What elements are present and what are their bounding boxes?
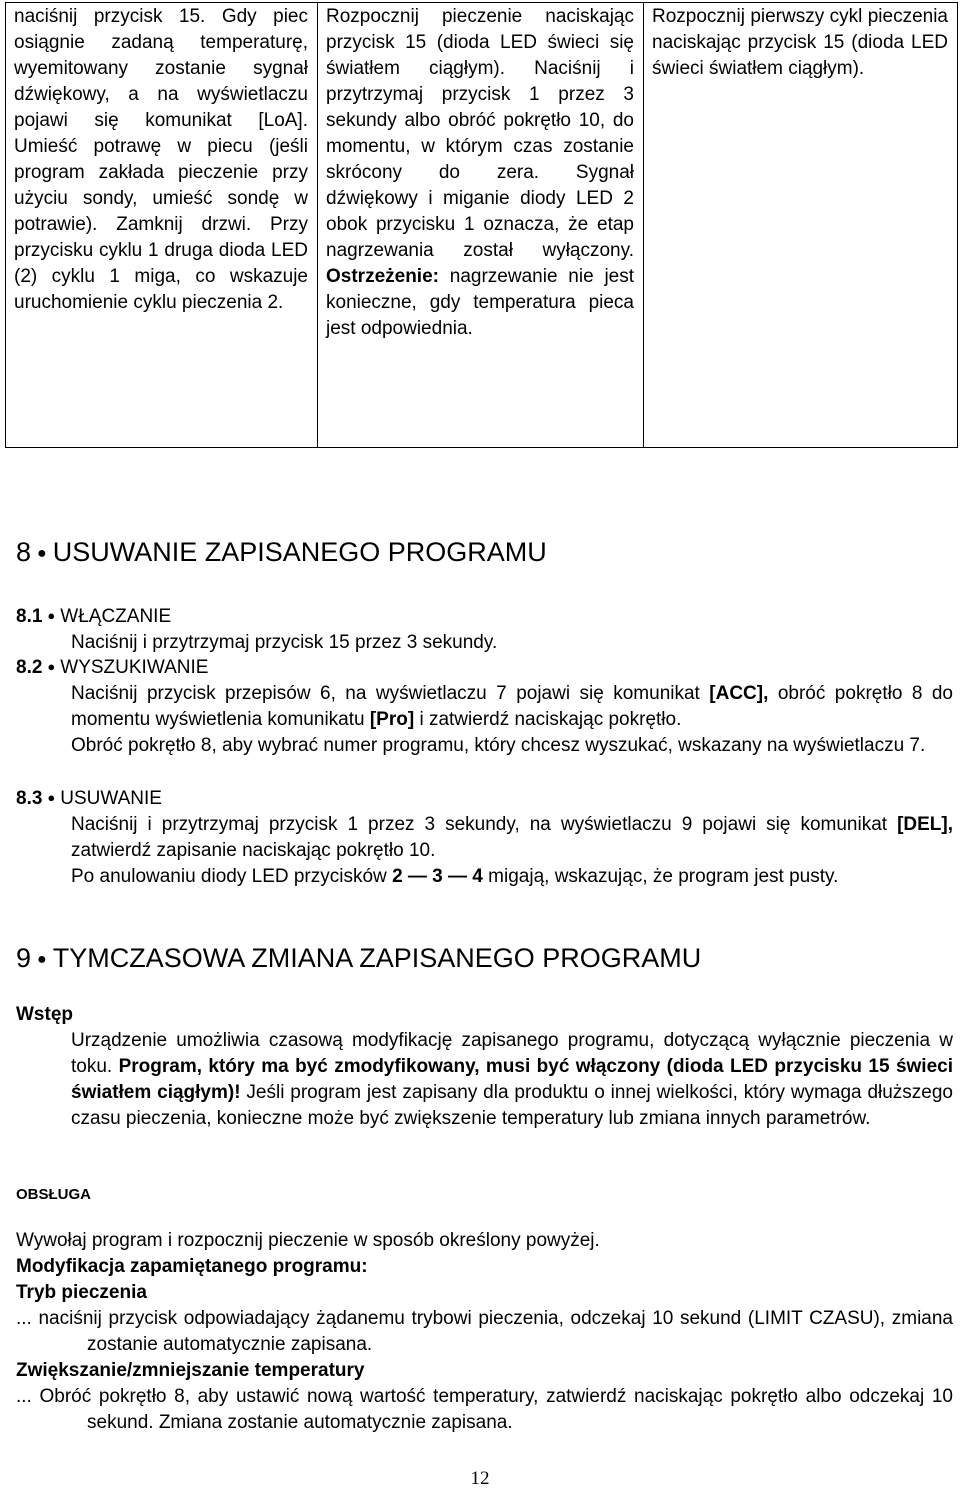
bullet-icon: ● xyxy=(47,608,56,623)
intro-label: Wstęp xyxy=(16,1004,73,1025)
text-run: Po anulowaniu diody LED przycisków xyxy=(71,866,393,887)
table-cell-2 xyxy=(318,3,644,448)
section-8-1-text xyxy=(71,630,953,656)
text-run: zatwierdź zapisanie naciskając pokrętło 10. xyxy=(71,840,436,861)
section-9-title: TYMCZASOWA ZMIANA ZAPISANEGO PROGRAMU xyxy=(52,943,702,973)
section-9-heading xyxy=(16,942,701,979)
text-run: Naciśnij i przytrzymaj przycisk 1 przez 3 sekundy, na wyświetlaczu 9 pojawi się komunikat xyxy=(71,814,898,835)
section-8-2-title: WYSZUKIWANIE xyxy=(60,657,209,678)
text-run: Urządzenie umożliwia czasową modyfikację zapisanego programu, dotyczącą wyłącznie pieczenia w toku. xyxy=(71,1030,953,1077)
section-8-3-heading xyxy=(16,786,162,813)
table-cell-3 xyxy=(644,3,958,448)
bold-run: Program, który ma być zmodyfikowany, musi być włączony (dioda LED przycisku 15 świeci światłem ciągłym)! xyxy=(71,1056,953,1103)
obsluga-label: OBSŁUGA xyxy=(16,1186,91,1203)
bold-run: [ACC], xyxy=(709,683,769,704)
bullet-icon: ● xyxy=(37,951,47,968)
section-8-3-number: 8.3 xyxy=(16,788,43,809)
cell-3-text: Rozpocznij pierwszy cykl pieczenia naciskając przycisk 15 (dioda LED świeci światłem ciągłym). xyxy=(652,6,948,79)
bullet-icon: ● xyxy=(47,790,56,805)
table-cell-1 xyxy=(6,3,318,448)
bold-run: [Pro] xyxy=(369,709,415,730)
section-8-1-heading xyxy=(16,604,171,631)
text-run: i zatwierdź naciskając pokrętło. xyxy=(414,709,682,730)
paragraph xyxy=(71,1028,953,1132)
paragraph xyxy=(71,681,953,733)
paragraph: Obróć pokrętło 8, aby wybrać numer programu, który chcesz wyszukać, wskazany na wyświetlaczu 7. xyxy=(71,735,926,756)
section-8-3-title: USUWANIE xyxy=(60,788,162,809)
section-8-1-title: WŁĄCZANIE xyxy=(60,606,172,627)
bold-run: [DEL], xyxy=(897,814,953,835)
text-run: obróć pokrętło 8 do momentu wyświetlenia komunikatu xyxy=(71,683,953,730)
paragraph: Wywołaj program i rozpocznij pieczenie w sposób określony powyżej. xyxy=(16,1230,600,1251)
mode-label: Tryb pieczenia xyxy=(16,1282,147,1303)
section-8-2-number: 8.2 xyxy=(16,657,43,678)
section-8-number: 8 xyxy=(16,537,32,567)
section-8-3-text xyxy=(71,812,953,890)
warning-label: Ostrzeżenie: xyxy=(326,266,439,287)
intro-text xyxy=(71,1028,953,1132)
text-run: Jeśli program jest zapisany dla produktu o innej wielkości, który wymaga dłuższego czasu pieczenia, konieczne może być zwiększenie temperatury lub zmiana innych parametrów. xyxy=(71,1082,953,1129)
section-9-number: 9 xyxy=(16,943,32,973)
mode-text: ... naciśnij przycisk odpowiadający żądanemu trybowi pieczenia, odczekaj 10 sekund (LIMIT CZASU), zmiana zostanie automatycznie zapisana. xyxy=(16,1308,953,1355)
section-8-2-text xyxy=(71,681,953,759)
paragraph: Naciśnij i przytrzymaj przycisk 15 przez 3 sekundy. xyxy=(71,632,498,653)
cell-1-text: naciśnij przycisk 15. Gdy piec osiągnie zadaną temperaturę, wyemitowany zostanie sygnał dźwiękowy, a na wyświetlaczu pojawi się komunikat [LoA]. Umieść potrawę w piecu (jeśli program zakłada pieczenie przy użyciu sondy, umieść sondę w potrawie). Zamknij drzwi. Przy przycisku cyklu 1 druga dioda LED (2) cyklu 1 miga, co wskazuje uruchomienie cyklu pieczenia 2. xyxy=(14,6,308,313)
cell-2-text: Rozpocznij pieczenie naciskając przycisk 15 (dioda LED świeci się światłem ciągłym). Naciśnij i przytrzymaj przycisk 1 przez 3 sekundy albo obróć pokrętło 10, do momentu, w którym czas zostanie skrócony do zera. Sygnał dźwiękowy i miganie diody LED 2 obok przycisku 1 oznacza, że etap nagrzewania został wyłączony. xyxy=(326,6,634,261)
section-8-heading xyxy=(16,536,547,573)
paragraph xyxy=(71,864,953,890)
instruction-table xyxy=(5,2,958,448)
bold-run: 2 — 3 — 4 xyxy=(392,866,483,887)
section-8-1-number: 8.1 xyxy=(16,606,43,627)
page-number: 12 xyxy=(470,1468,490,1489)
bullet-icon: ● xyxy=(47,659,56,674)
text-run: Naciśnij przycisk przepisów 6, na wyświetlaczu 7 pojawi się komunikat xyxy=(71,683,710,704)
text-run: migają, wskazując, że program jest pusty. xyxy=(482,866,839,887)
warning-text: nagrzewanie nie jest konieczne, gdy temperatura pieca jest odpowiednia. xyxy=(326,266,635,339)
bullet-icon: ● xyxy=(37,545,47,562)
mod-label: Modyfikacja zapamiętanego programu: xyxy=(16,1256,368,1277)
section-8-2-heading xyxy=(16,655,208,682)
section-8-title: USUWANIE ZAPISANEGO PROGRAMU xyxy=(52,537,547,567)
temp-text: ... Obróć pokrętło 8, aby ustawić nową wartość temperatury, zatwierdź naciskając pokrętło albo odczekaj 10 sekund. Zmiana zostanie automatycznie zapisana. xyxy=(16,1386,953,1433)
modification-block xyxy=(16,1228,953,1436)
temp-label: Zwiększanie/zmniejszanie temperatury xyxy=(16,1360,365,1381)
paragraph xyxy=(71,812,953,864)
